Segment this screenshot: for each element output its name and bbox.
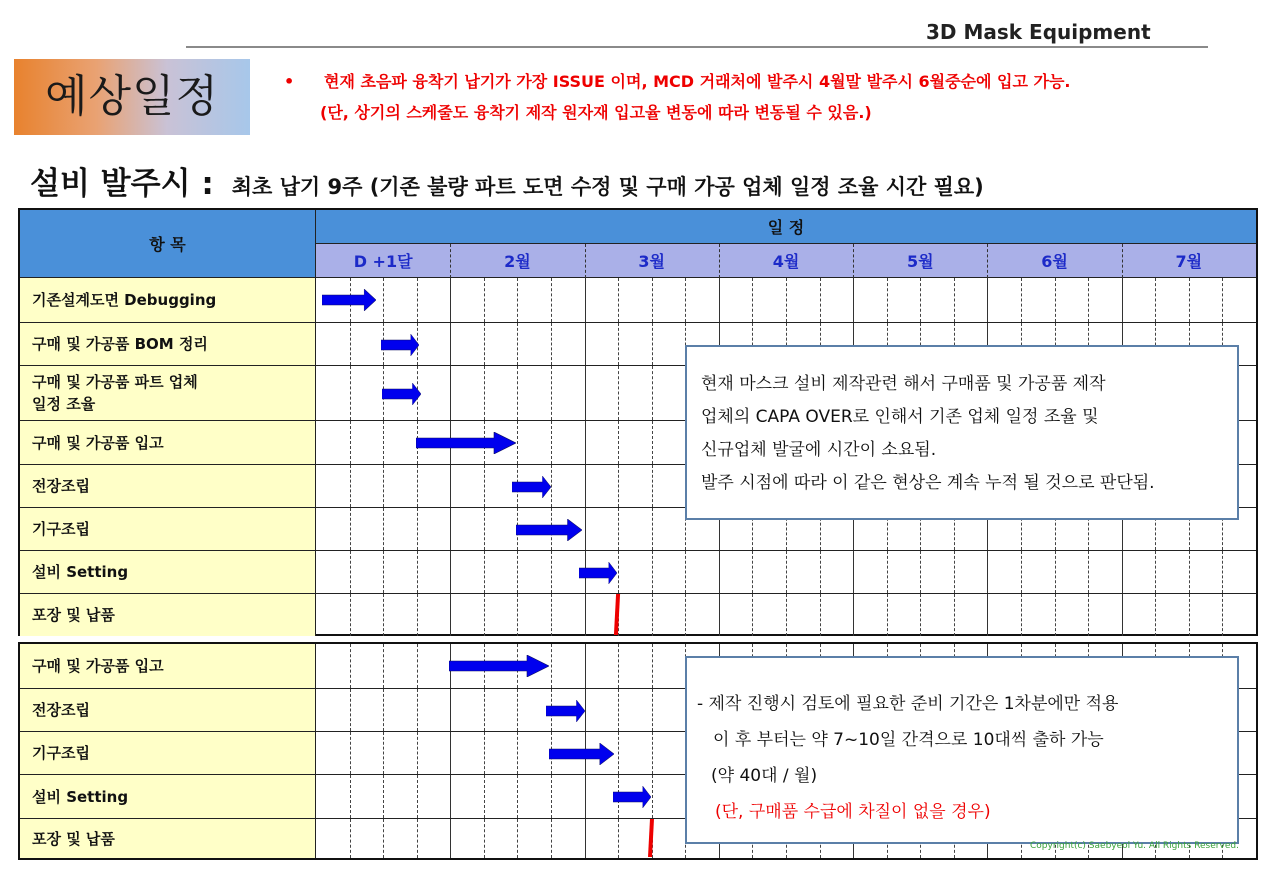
week-gridline [1189,551,1190,593]
week-gridline [920,278,921,322]
week-gridline [350,421,351,464]
task-label: 기구조립 [20,732,316,774]
task-label: 포장 및 납품 [20,594,316,636]
week-gridline [350,366,351,420]
gantt-arrow [449,655,549,677]
notice-line-2: (단, 상기의 스케줄도 융착기 제작 원자재 입고율 변동에 따라 변동될 수 있음.) [320,103,872,122]
task-label: 전장조립 [20,689,316,731]
week-gridline [652,323,653,365]
month-header: 3월 [585,244,719,278]
week-gridline [1021,551,1022,593]
month-header: 7월 [1122,244,1256,278]
week-gridline [484,819,485,858]
week-gridline [450,551,451,593]
week-gridline [551,366,552,420]
order-heading [30,158,984,203]
week-gridline [383,732,384,774]
week-gridline [383,465,384,507]
gantt-arrow [322,289,376,311]
week-gridline [652,366,653,420]
delivery-milestone [648,819,654,857]
week-gridline [618,278,619,322]
week-gridline [484,465,485,507]
week-gridline [1222,551,1223,593]
week-gridline [1122,594,1123,636]
week-gridline [350,508,351,550]
week-gridline [652,278,653,322]
week-gridline [685,278,686,322]
note-ship-line: - 제작 진행시 검토에 필요한 준비 기간은 1차분에만 적용 [697,694,1119,714]
task-label: 설비 Setting [20,775,316,818]
week-gridline [618,644,619,688]
week-gridline [350,465,351,507]
week-gridline [618,421,619,464]
week-gridline [383,551,384,593]
week-gridline [517,366,518,420]
week-gridline [652,689,653,731]
month-header: 6월 [987,244,1121,278]
week-gridline [685,551,686,593]
week-gridline [820,278,821,322]
table-head-item: 항 목 [20,210,316,278]
week-gridline [652,644,653,688]
week-gridline [618,551,619,593]
month-header: 5월 [853,244,987,278]
week-gridline [652,551,653,593]
week-gridline [652,421,653,464]
week-gridline [450,689,451,731]
week-gridline [450,508,451,550]
note-box-capa [685,345,1239,520]
week-gridline [517,594,518,636]
week-gridline [585,366,586,420]
week-gridline [954,551,955,593]
note-capa-line: 신규업체 발굴에 시간이 소요됨. [701,440,937,460]
week-gridline [652,465,653,507]
week-gridline [417,775,418,818]
week-gridline [853,551,854,593]
week-gridline [752,594,753,636]
week-gridline [551,551,552,593]
week-gridline [383,644,384,688]
note-capa-line: 발주 시점에 따라 이 같은 현상은 계속 누적 될 것으로 판단됨. [701,473,1155,493]
week-gridline [484,594,485,636]
week-gridline [618,323,619,365]
task-label: 구매 및 가공품 입고 [20,644,316,688]
week-gridline [1088,594,1089,636]
week-gridline [585,465,586,507]
week-gridline [585,508,586,550]
week-gridline [450,366,451,420]
month-divider [585,244,586,278]
week-gridline [618,465,619,507]
task-label: 설비 Setting [20,551,316,593]
week-gridline [350,689,351,731]
notice-line-1: 현재 초음파 융착기 납기가 가장 ISSUE 이며, MCD 거래처에 발주시 4월말 발주시 6월중순에 입고 가능. [324,72,1071,91]
week-gridline [484,775,485,818]
week-gridline [618,366,619,420]
week-gridline [417,465,418,507]
week-gridline [954,278,955,322]
week-gridline [618,732,619,774]
week-gridline [652,775,653,818]
month-divider [719,244,720,278]
week-gridline [517,819,518,858]
gantt-arrow [381,334,419,356]
week-gridline [1222,594,1223,636]
week-gridline [450,594,451,636]
week-gridline [383,819,384,858]
month-header: 2월 [450,244,584,278]
week-gridline [350,775,351,818]
week-gridline [350,732,351,774]
month-header: D +1달 [316,244,450,278]
week-gridline [517,323,518,365]
task-label: 구매 및 가공품 입고 [20,421,316,464]
week-gridline [417,278,418,322]
week-gridline [551,278,552,322]
note-box-shipment [685,656,1239,844]
order-label: 설비 발주시 : [30,166,214,202]
week-gridline [484,689,485,731]
week-gridline [1055,594,1056,636]
gantt-arrow [546,700,585,722]
week-gridline [417,689,418,731]
week-gridline [484,278,485,322]
week-gridline [820,551,821,593]
week-gridline [1222,278,1223,322]
week-gridline [1055,551,1056,593]
week-gridline [1088,278,1089,322]
gantt-row [20,550,1256,593]
week-gridline [920,551,921,593]
week-gridline [719,551,720,593]
week-gridline [517,732,518,774]
week-gridline [417,508,418,550]
week-gridline [350,819,351,858]
week-gridline [383,594,384,636]
week-gridline [1155,594,1156,636]
week-gridline [383,508,384,550]
week-gridline [585,323,586,365]
week-gridline [517,278,518,322]
week-gridline [987,551,988,593]
week-gridline [954,594,955,636]
week-gridline [551,775,552,818]
week-gridline [383,421,384,464]
week-gridline [853,278,854,322]
week-gridline [1155,551,1156,593]
gantt-arrow [549,743,614,765]
week-gridline [417,594,418,636]
task-label: 구매 및 가공품 BOM 정리 [20,323,316,365]
week-gridline [517,421,518,464]
copyright: Copyright(c) Saebyeol Yu. All Rights Reserved. [1030,841,1239,851]
gantt-arrow [579,562,617,584]
month-header: 4월 [719,244,853,278]
week-gridline [752,278,753,322]
delivery-milestone [614,594,620,635]
week-gridline [484,323,485,365]
week-gridline [383,689,384,731]
week-gridline [551,421,552,464]
week-gridline [350,594,351,636]
gantt-arrow [516,519,582,541]
week-gridline [517,689,518,731]
week-gridline [1055,278,1056,322]
week-gridline [450,278,451,322]
week-gridline [484,366,485,420]
month-divider [450,244,451,278]
gantt-row [20,278,1256,322]
week-gridline [450,775,451,818]
month-divider [987,244,988,278]
week-gridline [484,508,485,550]
week-gridline [585,594,586,636]
note-ship-line: (약 40대 / 월) [711,766,818,786]
week-gridline [786,278,787,322]
week-gridline [887,551,888,593]
week-gridline [450,465,451,507]
order-lead-time: 최초 납기 9주 (기존 불량 파트 도면 수정 및 구매 가공 업체 일정 조율 시간 필요) [231,175,984,199]
week-gridline [350,323,351,365]
week-gridline [987,278,988,322]
gantt-arrow [382,383,421,405]
week-gridline [786,594,787,636]
task-label: 포장 및 납품 [20,819,316,858]
week-gridline [1155,278,1156,322]
week-gridline [719,278,720,322]
week-gridline [887,594,888,636]
week-gridline [551,465,552,507]
week-gridline [383,278,384,322]
month-divider [853,244,854,278]
week-gridline [1122,551,1123,593]
gantt-arrow [613,786,651,808]
week-gridline [719,594,720,636]
week-gridline [752,551,753,593]
note-capa-line: 업체의 CAPA OVER로 인해서 기존 업체 일정 조율 및 [701,407,1099,427]
week-gridline [685,594,686,636]
week-gridline [484,551,485,593]
week-gridline [1189,278,1190,322]
task-label: 기존설계도면 Debugging [20,278,316,322]
gantt-row [20,593,1256,636]
week-gridline [853,594,854,636]
week-gridline [618,689,619,731]
notice-bullet: • [284,72,295,91]
week-gridline [383,775,384,818]
week-gridline [417,819,418,858]
week-gridline [350,644,351,688]
week-gridline [517,551,518,593]
note-ship-line: 이 후 부터는 약 7~10일 간격으로 10대씩 출하 가능 [713,730,1104,750]
week-gridline [987,594,988,636]
week-gridline [551,323,552,365]
week-gridline [551,644,552,688]
month-divider [1122,244,1123,278]
week-gridline [585,644,586,688]
table-head-schedule: 일 정 [316,210,1256,244]
week-gridline [551,819,552,858]
week-gridline [585,775,586,818]
week-gridline [417,732,418,774]
title-underline [186,46,1208,48]
week-gridline [652,508,653,550]
week-gridline [450,732,451,774]
week-gridline [585,819,586,858]
week-gridline [1021,594,1022,636]
week-gridline [1021,278,1022,322]
week-gridline [417,551,418,593]
week-gridline [450,323,451,365]
gantt-arrow [416,432,516,454]
week-gridline [1088,551,1089,593]
gantt-arrow [512,476,551,498]
week-gridline [417,644,418,688]
week-gridline [1189,594,1190,636]
week-gridline [618,508,619,550]
task-label: 전장조립 [20,465,316,507]
document-title: 3D Mask Equipment [926,20,1151,44]
week-gridline [517,775,518,818]
week-gridline [450,819,451,858]
note-ship-line: (단, 구매품 수급에 차질이 없을 경우) [715,802,991,822]
week-gridline [652,732,653,774]
week-gridline [585,421,586,464]
task-label: 구매 및 가공품 파트 업체 일정 조율 [20,366,316,420]
week-gridline [1122,278,1123,322]
week-gridline [786,551,787,593]
week-gridline [820,594,821,636]
week-gridline [350,551,351,593]
week-gridline [652,594,653,636]
week-gridline [887,278,888,322]
week-gridline [920,594,921,636]
task-label: 기구조립 [20,508,316,550]
schedule-badge: 예상일정 [14,59,250,135]
week-gridline [551,594,552,636]
note-capa-line: 현재 마스크 설비 제작관련 해서 구매품 및 가공품 제작 [701,374,1106,394]
week-gridline [585,278,586,322]
week-gridline [484,732,485,774]
week-gridline [618,819,619,858]
